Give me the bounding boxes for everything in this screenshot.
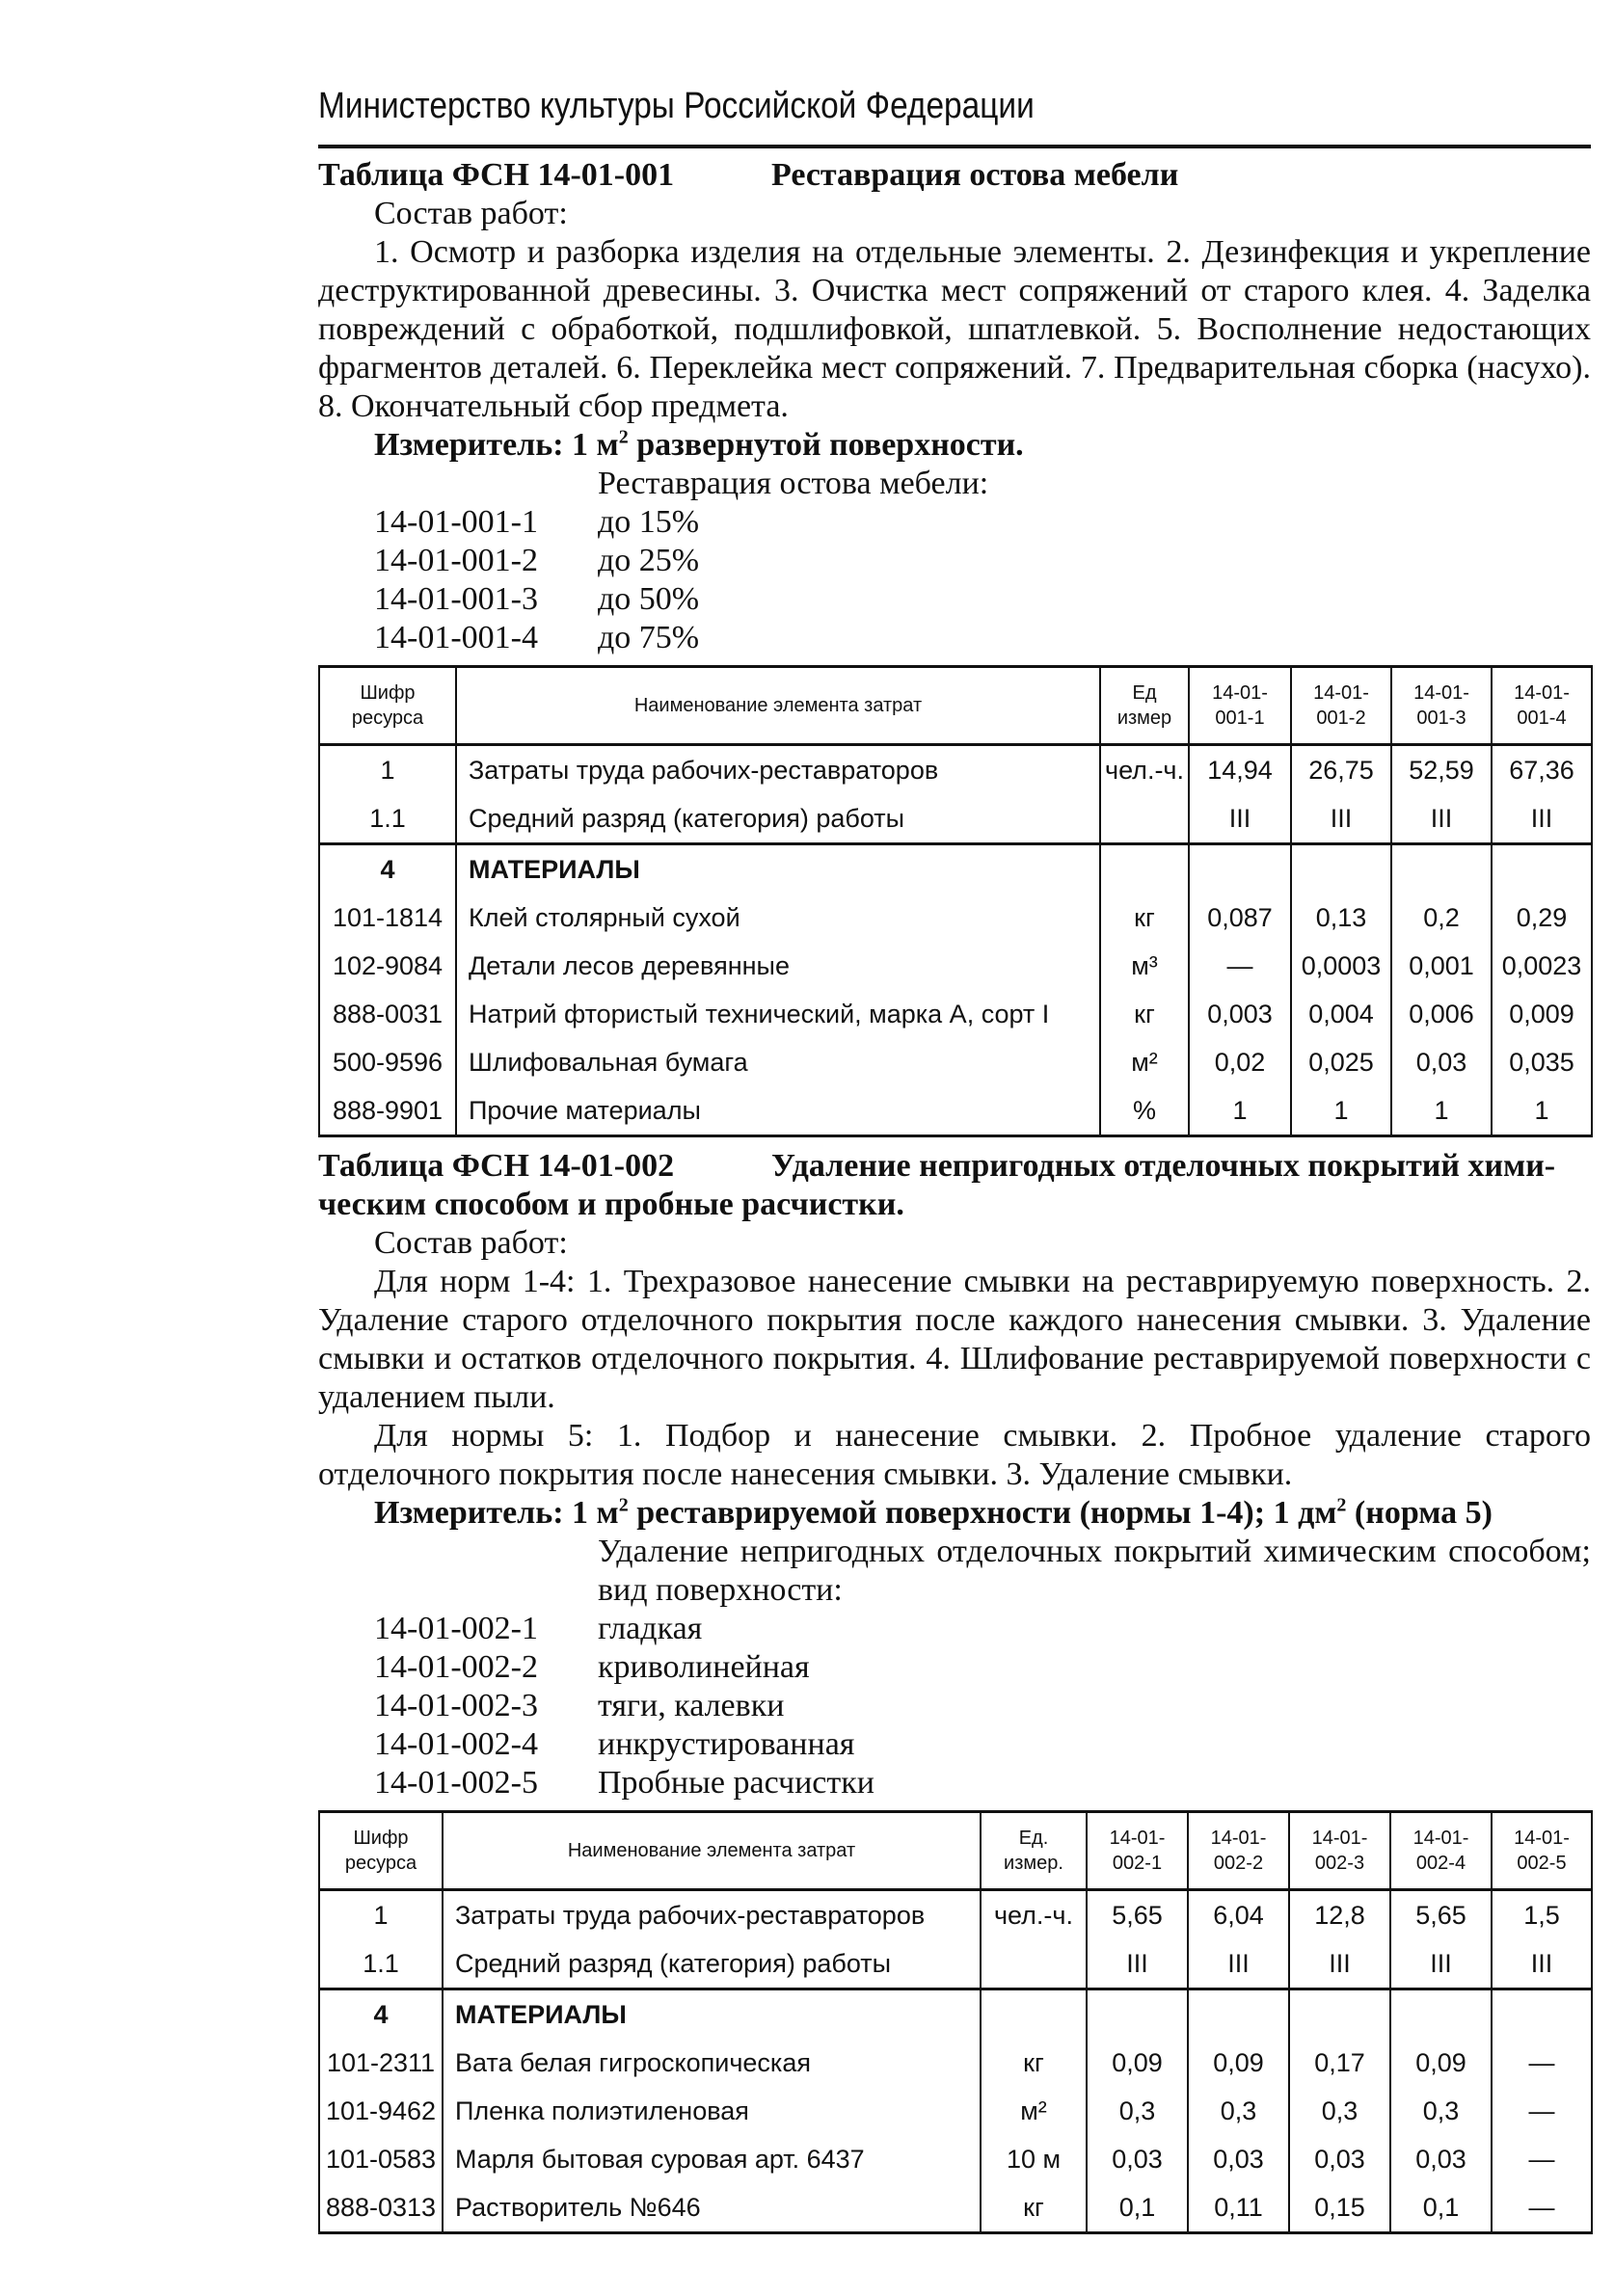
cost-name-cell: МАТЕРИАЛЫ [443,1989,981,2040]
cost-name-cell: Вата белая гигроскопическая [443,2039,981,2087]
norm-code: 14-01-001-3 [374,581,538,617]
value-cell [1289,1989,1390,2040]
value-cell: 0,17 [1289,2039,1390,2087]
section1-table-body [319,745,1592,1136]
norm-code: 14-01-002-5 [374,1765,538,1801]
value-cell [1087,1989,1188,2040]
cost-name-cell: Средний разряд (категория) работы [443,1939,981,1989]
norm-row [318,1725,1591,1764]
cost-name-cell: Шлифовальная бумага [456,1038,1100,1086]
table-row [319,844,1592,894]
value-cell: — [1492,2039,1592,2087]
section1-caption: Реставрация остова мебели: [598,466,989,501]
value-cell: 0,003 [1189,990,1291,1038]
value-cell: III [1087,1939,1188,1989]
norm-text: инкрустированная [598,1726,855,1762]
section1-measure [318,426,1591,465]
table-row [319,1038,1592,1086]
norm-text: до 25% [598,543,700,578]
section1-work-label: Состав работ: [374,196,568,231]
value-cell: 0,006 [1391,990,1492,1038]
value-cell: — [1492,2135,1592,2183]
norm-code: 14-01-002-3 [374,1688,538,1723]
norm-row [318,580,1591,619]
value-cell [1189,844,1291,894]
table-row [319,990,1592,1038]
value-cell: 0,2 [1391,894,1492,942]
value-cell: 0,09 [1087,2039,1188,2087]
value-cell [1291,844,1391,894]
value-cell: 0,11 [1188,2183,1289,2233]
value-cell: 26,75 [1291,745,1391,795]
value-cell: 0,03 [1390,2135,1492,2183]
col-norm: 14-01- 001-3 [1391,667,1492,745]
table-row [319,745,1592,795]
value-cell: 0,15 [1289,2183,1390,2233]
col-norm: 14-01- 001-1 [1189,667,1291,745]
value-cell: III [1390,1939,1492,1989]
resource-code-cell: 888-0031 [319,990,456,1038]
value-cell [1492,844,1592,894]
cost-name-cell: Затраты труда рабочих-реставраторов [443,1890,981,1940]
value-cell: 0,03 [1087,2135,1188,2183]
value-cell: 5,65 [1390,1890,1492,1940]
value-cell: 0,1 [1087,2183,1188,2233]
unit-cell: м² [981,2087,1087,2135]
value-cell: III [1291,794,1391,844]
section2-measure-b: реставрируемой поверхности (нормы 1-4); 1 дм [628,1495,1337,1531]
section2-name-a: Удаление непригодных отделочных покрытий хими- [771,1148,1556,1184]
value-cell: III [1492,794,1592,844]
value-cell: 1 [1291,1086,1391,1136]
unit-cell [1100,794,1189,844]
value-cell: 1 [1189,1086,1291,1136]
col-cost-name: Наименование элемента затрат [456,667,1100,745]
resource-code-cell: 102-9084 [319,942,456,990]
value-cell: 0,3 [1390,2087,1492,2135]
value-cell: III [1492,1939,1592,1989]
norm-text: гладкая [598,1611,703,1646]
unit-cell [1100,844,1189,894]
ministry-header: Министерство культуры Российской Федерации [318,86,1035,126]
unit-cell: чел.-ч. [981,1890,1087,1940]
norm-text: до 50% [598,581,700,617]
cost-name-cell: МАТЕРИАЛЫ [456,844,1100,894]
value-cell: 6,04 [1188,1890,1289,1940]
value-cell: 1 [1492,1086,1592,1136]
section1-measure-a: Измеритель: 1 м [374,427,619,463]
section2-work-label: Состав работ: [374,1225,568,1261]
table-row [319,1939,1592,1989]
unit-cell [981,1989,1087,2040]
resource-code-cell: 1.1 [319,794,456,844]
value-cell: 1,5 [1492,1890,1592,1940]
value-cell: 0,3 [1087,2087,1188,2135]
value-cell [1391,844,1492,894]
cost-name-cell: Натрий фтористый технический, марка А, сорт I [456,990,1100,1038]
value-cell: 0,025 [1291,1038,1391,1086]
value-cell: 0,03 [1188,2135,1289,2183]
table-header-row [319,667,1592,745]
norm-text: тяги, калевки [598,1688,785,1723]
resource-code-cell: 1 [319,745,456,795]
col-norm: 14-01- 002-1 [1087,1812,1188,1890]
unit-cell: м² [1100,1038,1189,1086]
table-header-row [319,1812,1592,1890]
value-cell: III [1289,1939,1390,1989]
resource-code-cell: 101-1814 [319,894,456,942]
value-cell [1188,1989,1289,2040]
cost-name-cell: Клей столярный сухой [456,894,1100,942]
unit-cell: чел.-ч. [1100,745,1189,795]
resource-code-cell: 4 [319,1989,443,2040]
cost-name-cell: Детали лесов деревянные [456,942,1100,990]
col-unit: Ед измер [1100,667,1189,745]
section2-caption: Удаление непригодных отделочных покрытий химическим способом; вид поверхности: [598,1534,1591,1608]
norm-row [318,542,1591,580]
value-cell: 0,03 [1391,1038,1492,1086]
value-cell: 0,3 [1188,2087,1289,2135]
section2-work-text-1: Для норм 1-4: 1. Трехразовое нанесение смывки на реставрируемую поверхность. 2. Удаление старого отделочного покрытия после каждого нанесения смывки. 3. Удаление смывки и остатков отделочного покрытия. 4. Шлифование реставрируемой поверхности с удалением пыли. [318,1264,1591,1415]
value-cell: — [1492,2183,1592,2233]
norm-row [318,619,1591,657]
resource-code-cell: 888-0313 [319,2183,443,2233]
table-row [319,1989,1592,2040]
norm-text: криволинейная [598,1649,810,1685]
col-cost-name: Наименование элемента затрат [443,1812,981,1890]
header-rule [318,145,1591,148]
section1-name: Реставрация остова мебели [771,157,1179,193]
norm-code: 14-01-002-2 [374,1649,538,1685]
value-cell: III [1189,794,1291,844]
unit-cell: м³ [1100,942,1189,990]
value-cell: III [1188,1939,1289,1989]
resource-code-cell: 1 [319,1890,443,1940]
unit-cell: кг [981,2183,1087,2233]
cost-name-cell: Средний разряд (категория) работы [456,794,1100,844]
section1-measure-sup: 2 [618,426,629,448]
section2-table [318,1810,1593,2234]
value-cell: — [1492,2087,1592,2135]
value-cell: — [1189,942,1291,990]
value-cell: 0,03 [1289,2135,1390,2183]
resource-code-cell: 4 [319,844,456,894]
value-cell: 0,087 [1189,894,1291,942]
norm-code: 14-01-002-4 [374,1726,538,1762]
col-norm: 14-01- 001-2 [1291,667,1391,745]
section2-code: Таблица ФСН 14-01-002 [318,1148,675,1184]
section1-title [318,156,1591,195]
value-cell: 1 [1391,1086,1492,1136]
unit-cell: 10 м [981,2135,1087,2183]
value-cell [1492,1989,1592,2040]
section1-code: Таблица ФСН 14-01-001 [318,157,675,193]
value-cell: 0,29 [1492,894,1592,942]
table-row [319,2135,1592,2183]
section2-measure-c: (норма 5) [1346,1495,1493,1531]
section2-title [318,1147,1591,1186]
table-row [319,2039,1592,2087]
section2-measure-sup1: 2 [618,1494,629,1516]
value-cell: 12,8 [1289,1890,1390,1940]
section2-name-b: ческим способом и пробные расчистки. [318,1187,904,1222]
value-cell: 0,035 [1492,1038,1592,1086]
value-cell: 5,65 [1087,1890,1188,1940]
table-row [319,2087,1592,2135]
section1-table [318,665,1593,1137]
resource-code-cell: 101-9462 [319,2087,443,2135]
norm-row [318,1764,1591,1802]
section1-measure-b: развернутой поверхности. [628,427,1024,463]
col-resource-code: Шифр ресурса [319,667,456,745]
value-cell: III [1391,794,1492,844]
norm-code: 14-01-001-1 [374,504,538,540]
resource-code-cell: 888-9901 [319,1086,456,1136]
unit-cell: кг [981,2039,1087,2087]
section2-table-body [319,1890,1592,2233]
value-cell: 0,1 [1390,2183,1492,2233]
norm-code: 14-01-001-2 [374,543,538,578]
resource-code-cell: 101-0583 [319,2135,443,2183]
table-row [319,794,1592,844]
section2-measure-a: Измеритель: 1 м [374,1495,619,1531]
value-cell: 0,0023 [1492,942,1592,990]
value-cell: 67,36 [1492,745,1592,795]
value-cell: 0,001 [1391,942,1492,990]
norm-text: до 15% [598,504,700,540]
section2-work-text-2: Для нормы 5: 1. Подбор и нанесение смывки. 2. Пробное удаление старого отделочного покрытия после нанесения смывки. 3. Удаление смывки. [318,1418,1591,1492]
norm-row [318,503,1591,542]
norm-row [318,1687,1591,1725]
section2-measure-sup2: 2 [1336,1494,1347,1516]
unit-cell [981,1939,1087,1989]
value-cell: 0,02 [1189,1038,1291,1086]
cost-name-cell: Затраты труда рабочих-реставраторов [456,745,1100,795]
value-cell: 0,3 [1289,2087,1390,2135]
value-cell: 0,09 [1188,2039,1289,2087]
value-cell [1390,1989,1492,2040]
value-cell: 0,004 [1291,990,1391,1038]
value-cell: 0,13 [1291,894,1391,942]
table-row [319,1086,1592,1136]
norm-row [318,1610,1591,1648]
resource-code-cell: 101-2311 [319,2039,443,2087]
value-cell: 0,09 [1390,2039,1492,2087]
col-resource-code: Шифр ресурса [319,1812,443,1890]
norm-code: 14-01-001-4 [374,620,538,655]
section2-measure [318,1494,1591,1533]
col-norm: 14-01- 001-4 [1492,667,1592,745]
section1-work-text: 1. Осмотр и разборка изделия на отдельные элементы. 2. Дезинфекция и укрепление деструктированной древесины. 3. Очистка мест сопряжений от старого клея. 4. Заделка повреждений с обработкой, подшлифовкой, шпатлевкой. 5. Восполнение недостающих фрагментов деталей. 6. Переклейка мест сопряжений. 7. Предварительная сборка (насухо). 8. Окончательный сбор предмета. [318,234,1591,424]
col-norm: 14-01- 002-3 [1289,1812,1390,1890]
resource-code-cell: 1.1 [319,1939,443,1989]
unit-cell: % [1100,1086,1189,1136]
col-unit: Ед. измер. [981,1812,1087,1890]
table-row [319,2183,1592,2233]
table-row [319,1890,1592,1940]
resource-code-cell: 500-9596 [319,1038,456,1086]
value-cell: 0,009 [1492,990,1592,1038]
col-norm: 14-01- 002-5 [1492,1812,1592,1890]
norm-text: до 75% [598,620,700,655]
cost-name-cell: Прочие материалы [456,1086,1100,1136]
value-cell: 14,94 [1189,745,1291,795]
table-row [319,942,1592,990]
norm-text: Пробные расчистки [598,1765,874,1801]
unit-cell: кг [1100,894,1189,942]
col-norm: 14-01- 002-2 [1188,1812,1289,1890]
col-norm: 14-01- 002-4 [1390,1812,1492,1890]
unit-cell: кг [1100,990,1189,1038]
norm-code: 14-01-002-1 [374,1611,538,1646]
norm-row [318,1648,1591,1687]
cost-name-cell: Растворитель №646 [443,2183,981,2233]
cost-name-cell: Пленка полиэтиленовая [443,2087,981,2135]
value-cell: 0,0003 [1291,942,1391,990]
value-cell: 52,59 [1391,745,1492,795]
cost-name-cell: Марля бытовая суровая арт. 6437 [443,2135,981,2183]
table-row [319,894,1592,942]
document-page [318,58,1591,2244]
